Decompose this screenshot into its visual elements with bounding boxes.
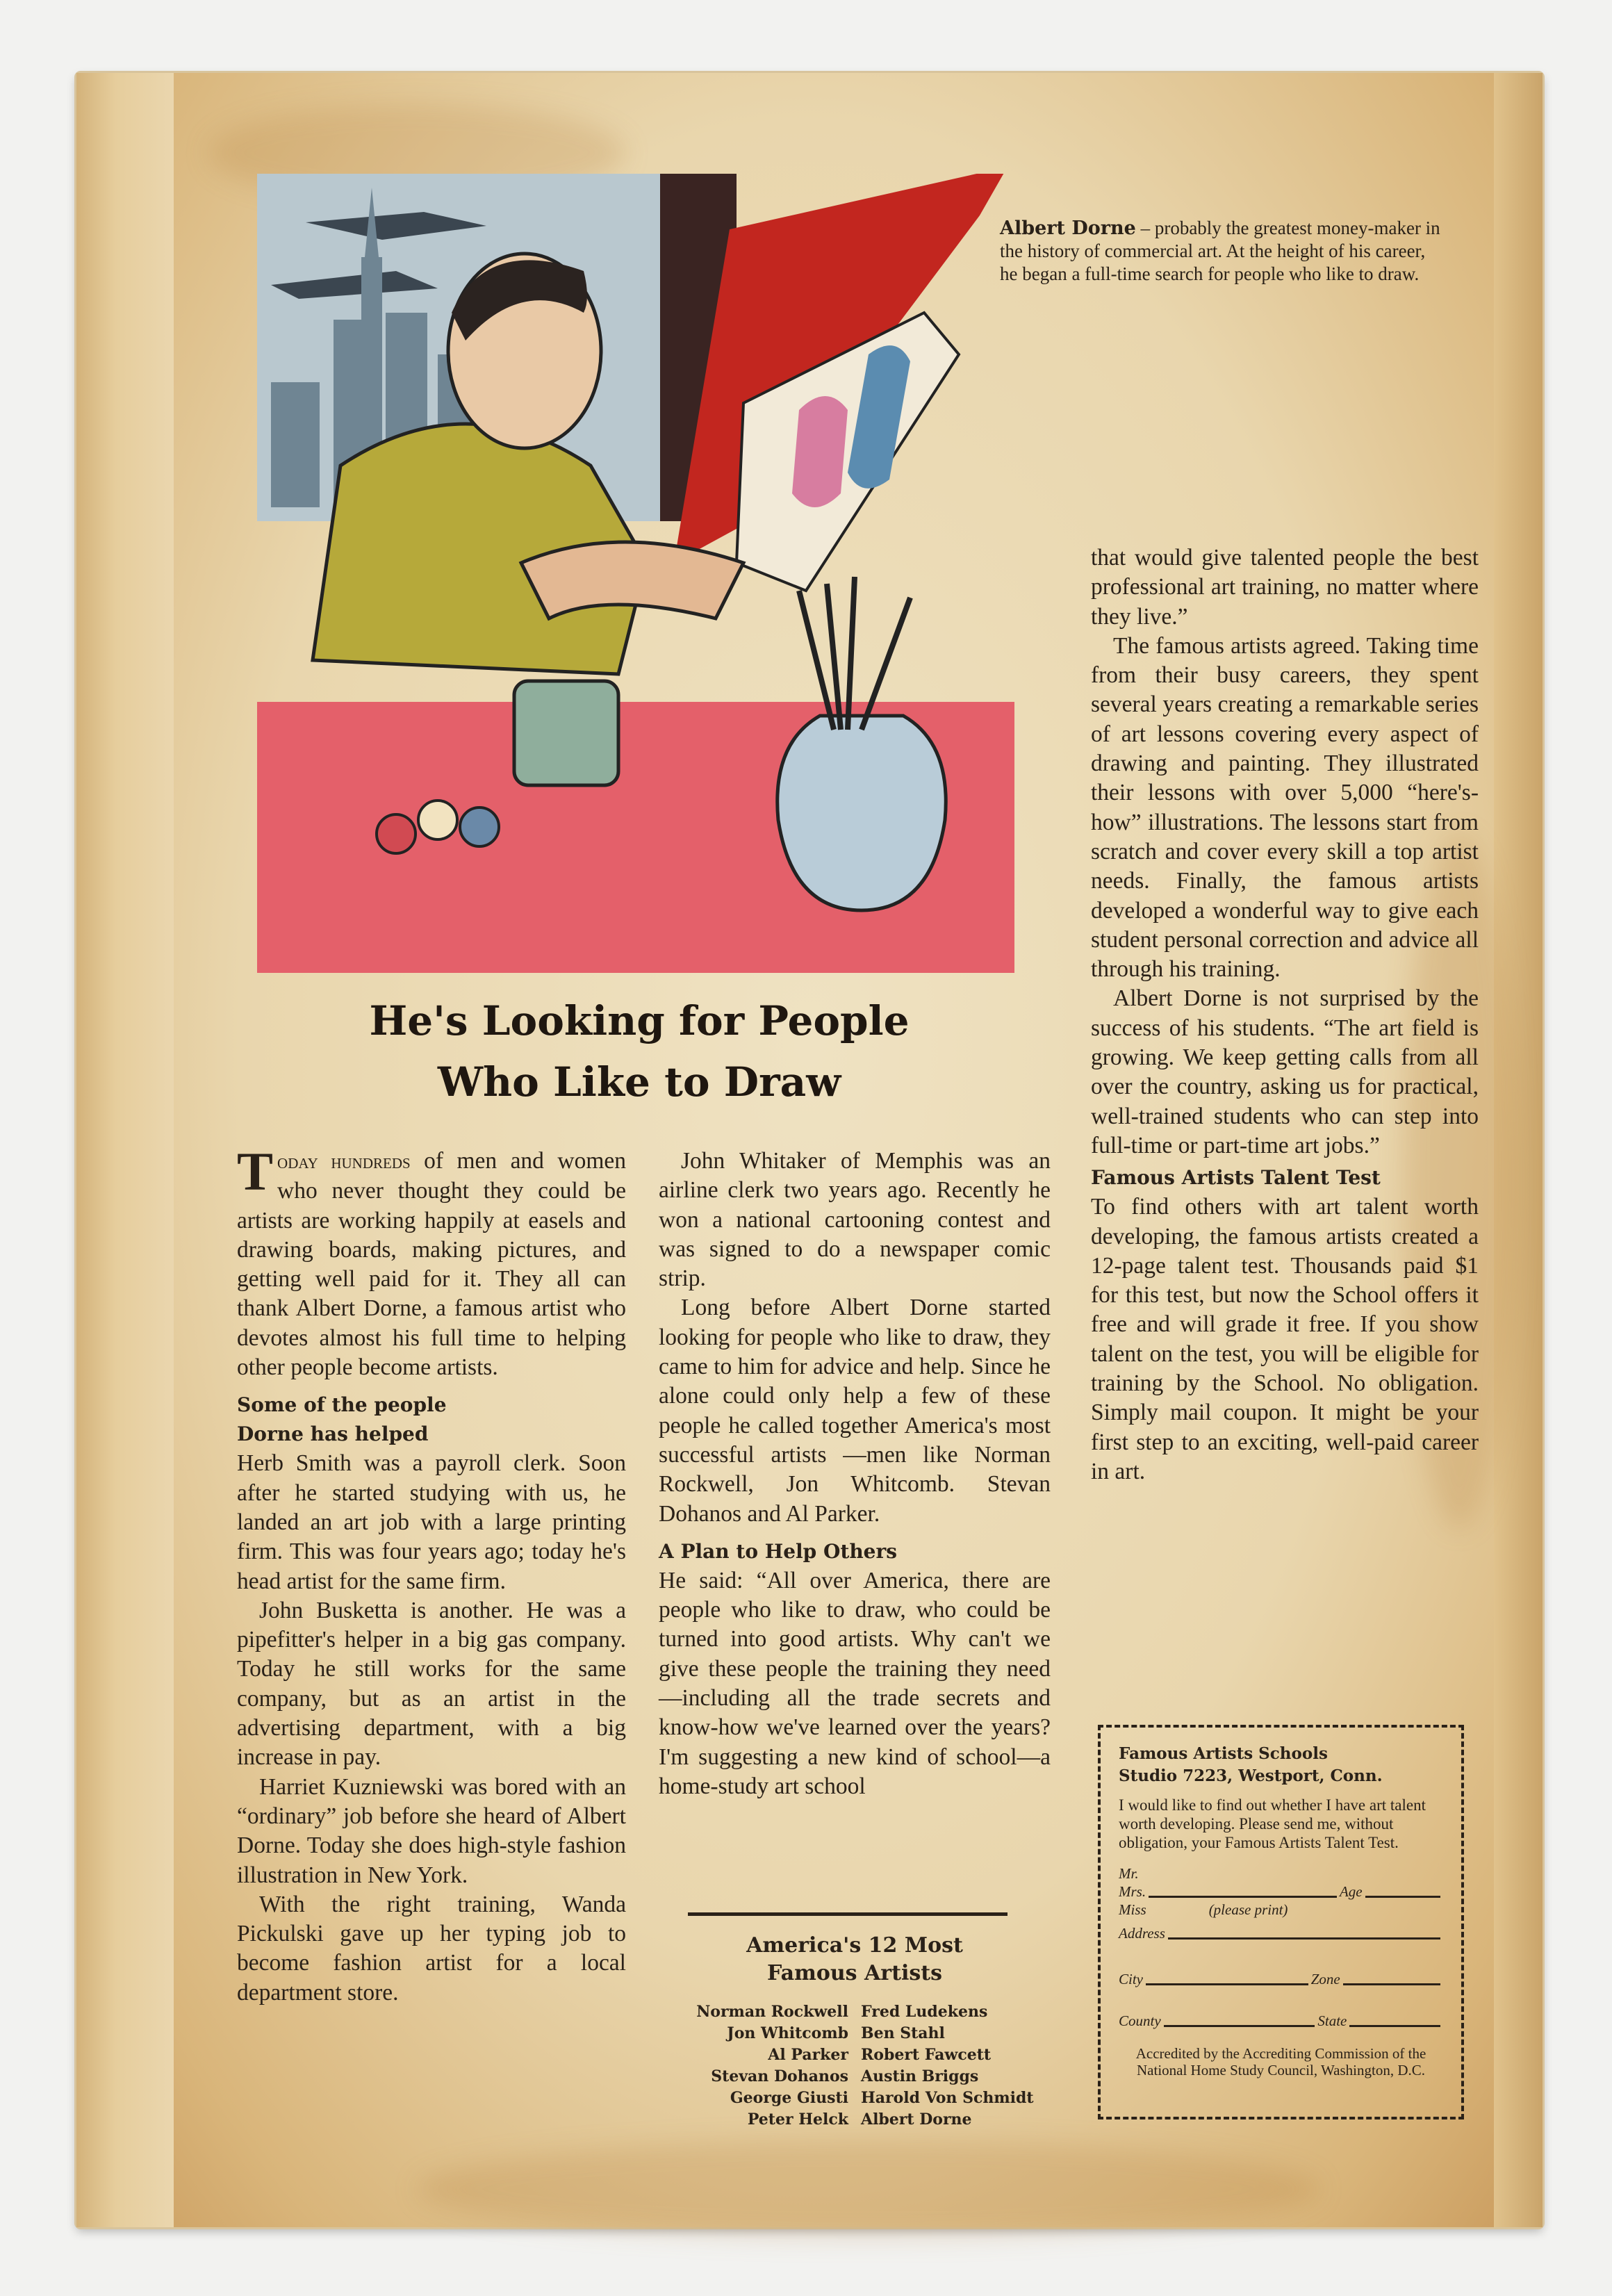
paragraph: Harriet Kuzniewski was bored with an “ordinary” job before she heard of Albert Dorne. Today she does high-style fashion illustration in New York. [237,1773,626,1888]
artist-name: Ben Stahl [861,2024,945,2042]
drop-cap: T [237,1141,274,1202]
artist-name: Austin Briggs [861,2067,979,2085]
age-field[interactable] [1365,1896,1440,1898]
paint-jar [514,681,618,785]
label-state: State [1317,2012,1347,2029]
artist-name: George Giusti [730,2089,848,2107]
sketch-figure-woman [792,396,848,507]
label-miss: Miss [1119,1901,1146,1918]
label-mr: Mr. [1119,1865,1139,1882]
subhead-plan: A Plan to Help Others [659,1539,898,1563]
subhead-line1: Some of the people [237,1393,447,1417]
famous-artists-list [653,2001,1056,2131]
artist-name: Stevan Dohanos [711,2067,848,2085]
artist-name: Harold Von Schmidt [861,2089,1034,2107]
albert-dorne-illustration [257,174,1014,973]
title-line2: Famous Artists [767,1961,942,1985]
title-line1: America's 12 Most [746,1933,963,1958]
article-column-1 [237,1141,626,2008]
subhead-people-helped [237,1391,626,1449]
intro-paragraph [237,1141,626,1382]
coupon-body: I would like to find out whether I have art talent worth developing. Please send me, without obligation, your Famous Artists Talent Test. [1119,1796,1426,1851]
article-column-2 [659,1147,1051,1801]
paragraph: He said: “All over America, there are people who like to draw, who could be turned into good artists. Why can't we give these people the training they need—including all the trade secrets and know-how we've learned over the years? I'm suggesting a new kind of school—a home-study art school [659,1567,1051,1799]
intro-lead: oday hundreds [277,1150,411,1173]
page-edge-left [76,73,174,2227]
city-field[interactable] [1146,1983,1308,1985]
artist-name: Peter Helck [747,2110,848,2129]
state-field[interactable] [1349,2025,1440,2027]
label-mrs: Mrs. [1119,1883,1146,1900]
headline [264,990,1014,1113]
paragraph: John Busketta is another. He was a pipefitter's helper in a big gas company. Today he still works for the same company, but as an artist in the advertising department, with a big increase in pay. [237,1597,626,1771]
famous-artists-title [659,1932,1051,1987]
label-zone: Zone [1310,1971,1340,1987]
zone-field[interactable] [1343,1983,1440,1985]
subhead-line2: Dorne has helped [237,1422,429,1446]
label-please-print: (please print) [1208,1901,1288,1918]
divider-rule [688,1912,1008,1916]
artist-name: Norman Rockwell [696,2003,848,2021]
artist-name: Robert Fawcett [861,2046,992,2064]
headline-line2: Who Like to Draw [437,1058,841,1106]
paragraph: that would give talented people the best professional art training, no matter where they live.” [1091,545,1479,630]
address-field[interactable] [1168,1937,1440,1940]
article-column-3 [1091,543,1479,1486]
subhead-talent-test: Famous Artists Talent Test [1091,1166,1381,1190]
label-address: Address [1119,1925,1165,1942]
mail-in-coupon[interactable] [1098,1725,1464,2119]
artist-name: Albert Dorne [861,2110,972,2129]
name-field[interactable] [1149,1896,1337,1898]
intro-text: of men and women who never thought they could be artists are working happily at easels and drawing boards, making pictures, and getting well paid for it. They all can thank Albert Dorne, a famous artist who devotes almost his full time to helping other people become artists. [237,1148,626,1381]
paragraph: With the right training, Wanda Pickulski gave up her typing job to become fashion artist for a local department store. [237,1891,626,2006]
paragraph: To find others with art talent worth developing, the famous artists created a 12-page talent test. Thousands paid $1 for this test, but now the School offers it free and will grade it free. If you show talent on the test, you will be eligible for training by the School. No obligation. Simply mail coupon. It might be your first step to an exciting, well-paid career in art. [1091,1194,1479,1484]
artist-name: Fred Ludekens [861,2003,988,2021]
paragraph: Albert Dorne is not surprised by the success of his students. “The art field is growing. We keep getting calls from all over the country, asking us for practical, well-trained students who can step into full-time or part-time art jobs.” [1091,985,1479,1158]
coupon-form [1119,1864,1443,2030]
coupon-school: Famous Artists Schools [1119,1744,1328,1763]
caption-text: – probably the greatest money-maker in the history of commercial art. At the height of his career, he began a full-time search for people who like to draw. [1000,218,1440,284]
artist-name: Jon Whitcomb [727,2024,848,2042]
headline-line1: He's Looking for People [369,997,910,1044]
coupon-studio: Studio 7223, Westport, Conn. [1119,1766,1383,1785]
paper-stain [417,2140,1320,2238]
label-county: County [1119,2012,1161,2029]
illustration-caption [1000,217,1445,286]
paragraph: The famous artists agreed. Taking time from their busy careers, they spent several years creating a remarkable series of art lessons covering every aspect of drawing and painting. They illustrated their lessons with over 5,000 “here's-how” illustrations. The lessons start from scratch and cover every skill a top artist needs. Finally, the famous artists developed a wonderful way to give each student personal correction and advice all through his training. [1091,632,1479,983]
caption-name: Albert Dorne [1000,218,1136,239]
brush-vase [778,716,946,910]
accreditation-note: Accredited by the Accrediting Commission of the National Home Study Council, Washington, D.C. [1135,2045,1426,2078]
county-field[interactable] [1164,2025,1315,2027]
paragraph: Long before Albert Dorne started looking for people who like to draw, they came to him for advice and help. Since he alone could only help a few of these people he called together America's most successful artists —men like Norman Rockwell, Jon Whitcomb. Stevan Dohanos and Al Parker. [659,1295,1051,1527]
label-age: Age [1339,1883,1363,1900]
paragraph: John Whitaker of Memphis was an airline clerk two years ago. Recently he won a national cartooning contest and was signed to do a newspaper comic strip. [659,1148,1051,1292]
artist-name: Al Parker [768,2046,848,2064]
label-city: City [1119,1971,1143,1987]
paragraph: Herb Smith was a payroll clerk. Soon after he started studying with us, he landed an art job with a large printing firm. This was four years ago; today he's head artist for the same firm. [237,1450,626,1594]
